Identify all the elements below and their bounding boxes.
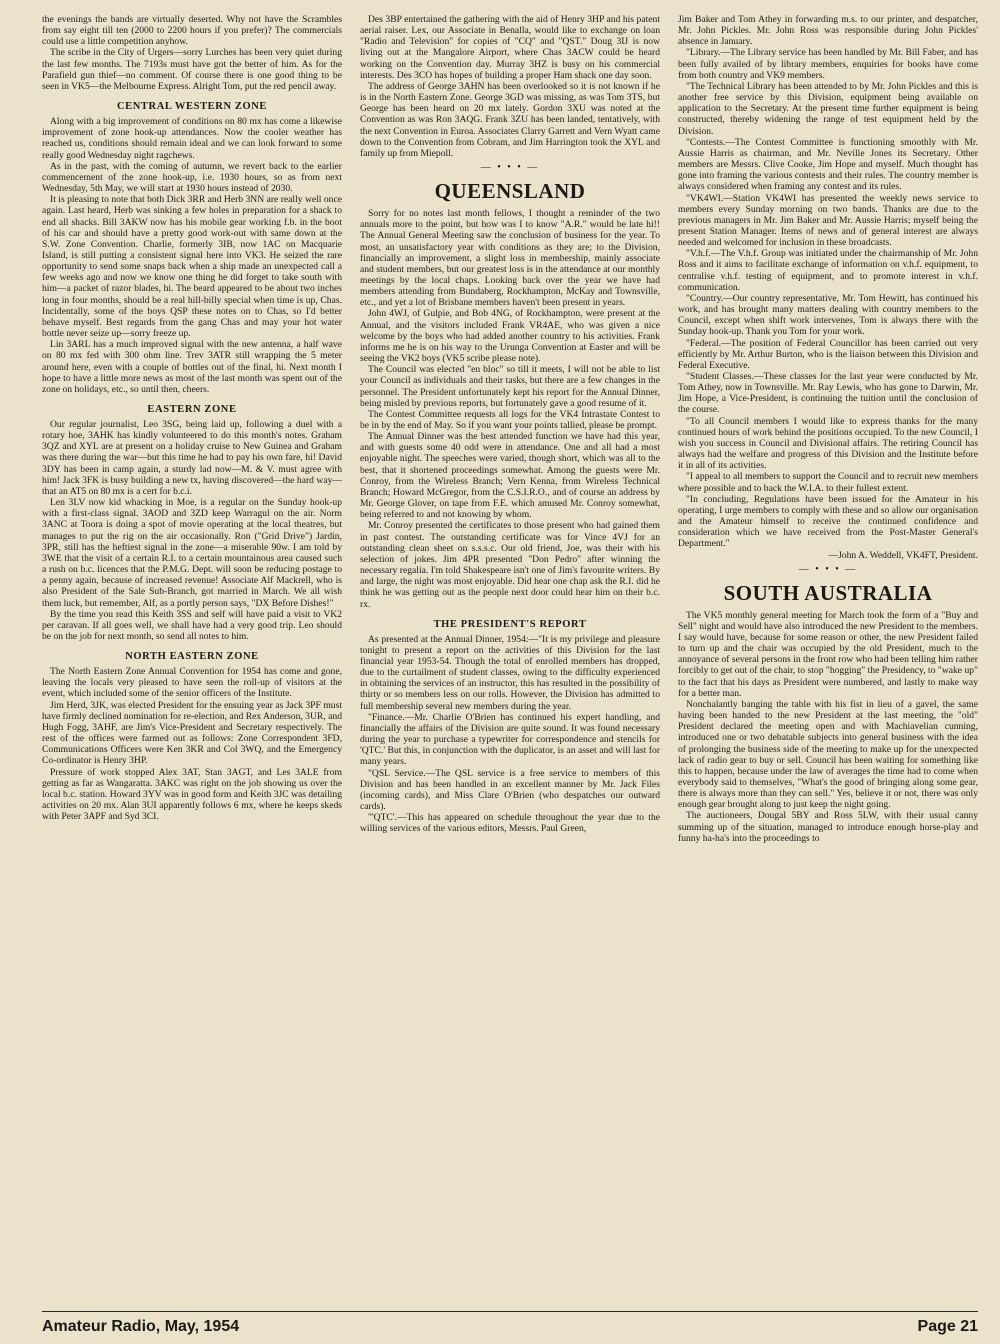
section-heading-central-western-zone: CENTRAL WESTERN ZONE — [116, 101, 268, 113]
paragraph: Des 3BP entertained the gathering with the aid of Henry 3HP and his patent aerial raiser. Lex, our Associate in Benalla, would like to exchange on loan "Radio and Television" for copies of "CQ" and "QST." Doug 3IJ is now living out at the Mangalore Airport, where Chas 3ACW could be heard working on the Convention day. Murray 3HZ is busy on his commercial interests. Des 3CO has hopes of building a proper Ham shack one day soon. — [360, 14, 660, 81]
paragraph: Lin 3ARL has a much improved signal with the new antenna, a half wave on 80 mx fed with 300 ohm line. Trev 3ATR still wrapping the 5 meter around here, even with a couple of bottles out of the final, hi. Next month I hope to have a little more news as most of the last month was spent out of the zone on holidays, etc., so until then, cheers. — [42, 339, 342, 395]
paragraph: "I appeal to all members to support the Council and to recruit new members where possible and to back the W.I.A. to their fullest extent. — [678, 471, 978, 494]
paragraph: "Federal.—The position of Federal Councillor has been carried out very efficiently by Mr. Arthur Burton, who is the liaison between this Division and Federal Executive. — [678, 337, 978, 371]
paragraph: The Annual Dinner was the best attended function we have had this year, and with guests some 40 odd were in attendance. One and all had a most enjoyable night. The speeches were varied, though short, which was all to the best, that it shortened proceedings somewhat. Among the guests were Mr. Conroy, from the Wireless Branch; Vern Kenna, from Wireless Technical Branch; Howard McGregor, from the C.S.I.R.O., and of course an address by Mr. George Glover, on tape from F.E. which amused Mr. Conroy somewhat, being referred to and not knowing by whom. — [360, 431, 660, 521]
paragraph: Pressure of work stopped Alex 3AT, Stan 3AGT, and Les 3ALE from getting as far as Wangaratta. 3AKC was right on the job showing us over the local b.c. station. Howard 3YV was in good form and Keith 3JC was detailing activities on 20 mx. Alan 3UI apparently follows 6 mx, where he keeps skeds with Peter 3APF and Syd 3CI. — [42, 766, 342, 823]
paragraph: "The Technical Library has been attended to by Mr. John Pickles and this is another free service by this Division, equipment being available on application to the Secretary. At the present time further equipment is being constructed, thereby widening the range of test equipment held by the Division. — [678, 80, 978, 137]
paragraph: Jim Baker and Tom Athey in forwarding m.s. to our printer, and despatcher, Mr. John Pickles. Mr. John Ross was responsible during John Pickles' absence in January. — [678, 14, 978, 48]
paragraph: "Contests.—The Contest Committee is functioning smoothly with Mr. Aussie Harris as chairman, and Mr. Neville Jones its Secretary. Other members are Messrs. Clive Cooke, Jim Hope and myself. Much thought has gone into framing the various contests and their rules. The country member is always considered when framing any contest and its rules. — [678, 136, 978, 193]
section-heading-queensland: QUEENSLAND — [434, 179, 586, 204]
paragraph: "Finance.—Mr. Charlie O'Brien has continued his expert handling, and financially the affairs of the Division are quite sound. It was found necessary during the year to purchase a typewriter for correspondence and stencils for 'QTC.' But this, in conjunction with the duplicator, is an asset and will last for many years. — [360, 711, 660, 768]
paragraph: "'QTC'.—This has appeared on schedule throughout the year due to the willing services of the various editors, Messrs. Paul Green, — [360, 812, 660, 835]
paragraph: "VK4WI.—Station VK4WI has presented the weekly news service to members every Sunday morning on two bands. Thanks are due to the previous managers in Mr. Jim Baker and Mr. Aussie Harris; myself being the present Station Manager. Items of news and of general interest are always needed and welcomed for inclusion in these broadcasts. — [678, 192, 978, 249]
paragraph: The address of George 3AHN has been overlooked so it is not known if he is in the North Eastern Zone. George 3GD was missing, as was Tom 3TS, but George has been heard on 20 mx lately. Gordon 3XU was noted at the Convention as was Ron 3AQG. Frank 3ZU has been landed, tentatively, with the next Convention in Euroa. Associates Clarry Garrett and Vern Wyatt came down to the Convention from Cobram, and Jim Harrington took the XYL and family up from Miepoll. — [360, 80, 660, 159]
paragraph: "To all Council members I would like to express thanks for the many continued hours of work behind the positions occupied. To the new Council, I wish you success in Council and Divisional affairs. The retiring Council has always had the welfare and progress of this Division and the Institute before it in all of its activities. — [678, 415, 978, 472]
paragraph: As in the past, with the coming of autumn, we revert back to the earlier commencement of the zone hook-up, i.e. 1930 hours, so as from next Wednesday, 5th May, we will start at 1930 hours instead of 2030. — [42, 160, 342, 195]
paragraph: The North Eastern Zone Annual Convention for 1954 has come and gone, leaving the locals very pleased to have seen the roll-up of visitors at the event, which included some of the senior officers of the Institute. — [42, 666, 342, 700]
paragraph: "Library.—The Library service has been handled by Mr. Bill Faber, and has been fully availed of by library members, enquiries for books have come from both country and VK9 members. — [678, 47, 978, 81]
paragraph: Mr. Conroy presented the certificates to those present who had gained them in past contest. The outstanding certificate was for Vince 4VJ for an outstanding clean sheet on s.s.s.c. Our old friend, Joe, was their with his selection of jokes. Jim 4PR presented "Don Pedro" after winning the necessary regalia. I'm told Shakespeare isn't one of Jim's favourite writers. By and large, the night was most enjoyable. Did hear one chap ask the R.I. did he think he was getting out as the people next door could hear him on their b.c. rx. — [360, 520, 660, 610]
page-footer — [42, 1311, 978, 1336]
column-1 — [42, 14, 342, 1304]
paragraph: The scribe in the City of Urgers—sorry Lurches has been very quiet during the last few months. The 7193s must have got the better of him. As for the Parafield gun thief—no comment. Of course there is one good thing to be seen in VK5—the Melbourne Express. Alright Tom, put the red pencil away. — [42, 47, 342, 92]
section-heading-north-eastern-zone: NORTH EASTERN ZONE — [125, 651, 259, 663]
paragraph: Along with a big improvement of conditions on 80 mx has come a likewise improvement of zone hook-up attendances. Now the cooler weather has reached us, conditions should remain ideal and we can look forward to some really good Wednesday night ragchews. — [42, 116, 342, 161]
paragraph: Sorry for no notes last month fellows, I thought a reminder of the two annuals more to the point, but how was I to know "A.R." would be late hi!! The Annual General Meeting saw the conclusion of business for the year. To most, an unsatisfactory year with conditions as they are; to the Division, financially an improvement, a slight loss in membership, mainly associate and student members, but our greatest loss is in the attendance at our monthly meetings by the local chaps. Looking back over the year we have had members attending from Bundaberg, Rockhampton, McKay and Townsville, etc., and yet a lot of Brisbane members haven't been present in years. — [360, 208, 660, 309]
paragraph: Len 3LV now kid whacking in Moe, is a regular on the Sunday hook-up with a first-class signal. 3AOD and 3ZD keep Warragul on the air. Norm 3ANC at Toora is doing a spot of movie operating at the local theatres, but manages to put the rig on the air occasionally. Ron ("Grid Drive") Jardin, 3PR, still has the heftiest signal in the zone—a miserable 90w. I am told by 3WE that the visit of a certain R.I. to a certain mountainous area caused such a rush on b.c. licences that the P.M.G. Dept. will soon be reducing postage to a penny again, because of increased revenue! Associate Alf Mackrell, who is also President of the Sale Sub-Branch, got married in March. We all wish them luck, but remember, Alf, as a portly person says, "DX Before Dishes!" — [42, 497, 342, 609]
section-heading-eastern-zone: EASTERN ZONE — [147, 404, 237, 415]
footer-publication: Amateur Radio, May, 1954 — [42, 1318, 240, 1335]
paragraph: the evenings the bands are virtually deserted. Why not have the Scrambles from say eight till ten (2000 to 2200 hours if you prefer)? The commercials could use a little competition anyhow. — [42, 14, 342, 48]
paragraph: By the time you read this Keith 3SS and self will have paid a visit to VK2 per caravan. If all goes well, we shall have had a very good trip. Leo should be on the job for next month, so send all notes to him. — [42, 608, 342, 642]
paragraph: "Country.—Our country representative, Mr. Tom Hewitt, has continued his work, and has brought many matters dealing with country members to the Council, except when shift work intervenes, Tom is always there with the Sunday hook-up. Thank you Tom for your work. — [678, 292, 978, 338]
paragraph: Our regular journalist, Leo 3SG, being laid up, following a duel with a rotary hoe, 3AHK has kindly volunteered to do this month's notes. Graham 3QZ and XYL are at present on a holiday cruise to New Guinea and Graham was there during the war—but this time he had to pay his own fare, hi! David 3DY has been in camp again, a sturdy lad now—M. & V. must agree with him! Jack 3FK is busy building a new tx, having discovered—the hard way—that an AT5 on 80 mx is a cert for b.c.i. — [42, 419, 342, 497]
section-heading-south-australia: SOUTH AUSTRALIA — [723, 580, 933, 605]
paragraph: "In concluding, Regulations have been issued for the Amateur in his operating, I urge members to comply with these and so allow our organisation and the Amateur himself to receive the continued confidence and consideration which we have received from the Post-Master General's Department." — [678, 493, 978, 550]
section-heading-presidents-report: THE PRESIDENT'S REPORT — [433, 618, 587, 630]
column-2 — [360, 14, 660, 1304]
paragraph: Nonchalantly banging the table with his fist in lieu of a gavel, the same having been handed to the new President at the last meeting, the "old" President declared the meeting open and with Machiavelian cunning, introduced one or two debatable subjects into general business with the idea of prolonging the business side of the meeting to make up for the unexpected lack of radio gear to buy or sell. Council has been waiting for something like this to happen, because under the law of averages the time had to come when everybody said to themselves, "What's the good of bringing along some gear, there is always more than they can sell." Yes, believe it or not, there was only enough gear brought along to just keep the night going. — [678, 698, 978, 811]
paragraph: "QSL Service.—The QSL service is a free service to members of this Division and has been handled in an excellent manner by Mr. Jack Files (incoming cards), and Miss Clare O'Brien (who despatches our outward cards). — [360, 767, 660, 812]
paragraph: The Council was elected "en bloc" so till it meets, I will not be able to list your Council as individuals and their tasks, but there are a few changes in the personnel. The President unfortunately kept his report for the Annual Dinner, being misled by previous reports, but fortunately gave a good resume of it. — [360, 364, 660, 409]
section-separator: — • • • — — [480, 162, 540, 174]
paragraph: The VK5 monthly general meeting for March took the form of a "Buy and Sell" night and would have also introduced the new President to the members. I say would have, because for some reason or other, the new President failed to turn up and the chair was occupied by the old President, much to the annoyance of several persons in the front row who had been telling him rather forcibly to get out of the chair, to stop "hogging" the Presidency, to "wake up" to the fact that his days as President were numbered, and lastly to make way for a better man. — [678, 609, 978, 699]
footer-page-number: Page 21 — [917, 1318, 978, 1335]
column-3 — [678, 14, 978, 1304]
paragraph: As presented at the Annual Dinner, 1954:—"It is my privilege and pleasure tonight to present a report on the activities of this Division for the last financial year 1953-54. Though the total of enrolled members has dropped, due to the curtailment of student classes, owing to the difficulty experienced in obtaining the services of an instructor, this has resulted in the possibility of thirty or so members less on our rolls. However, the Division has admitted to full membership several new members during the year. — [360, 633, 660, 712]
paragraph: John 4WJ, of Gulpie, and Bob 4NG, of Rockhampton, were present at the Annual, and the visitors included Frank VR4AE, who was given a nice welcome by the boys who had added another country to his activities. Frank informs me he is on his way to the Urunga Convention at Easter and will be seeing the VK2 boys (VK5 scribe please note). — [360, 308, 660, 365]
section-separator: — • • • — — [798, 563, 858, 575]
paragraph: The Contest Committee requests all logs for the VK4 Intrastate Contest to be in by the end of May. So if you want your points tallied, please be prompt. — [360, 408, 660, 431]
signature-line: —John A. Weddell, VK4FT, President. — [828, 549, 978, 561]
text-columns — [42, 14, 978, 1304]
paragraph: "Student Classes.—These classes for the last year were conducted by Mr. Tom Athey, now in Townsville. Mr. Ray Lewis, who has gone to Darwin, Mr. Jim Hope, a Vice-President, is continuing the tuition until the conclusion of the course. — [678, 371, 978, 416]
paragraph: "V.h.f.—The V.h.f. Group was initiated under the chairmanship of Mr. John Ross and it aims to facilitate exchange of information on v.h.f. equipment, to centralise v.h.f. testing of equipment, and to promote interest in v.h.f. communication. — [678, 248, 978, 293]
paragraph: It is pleasing to note that both Dick 3RR and Herb 3NN are really well once again. Last heard, Herb was sinking a few holes in preparation for a shack to end all shacks. Bill 3AKW now has his mobile gear working f.b. in the boot of his car and should have a pretty good work-out with same down at the S.W. Zone Convention. Charlie, formerly 3IB, now 1AC on Macquarie Island, is still putting a consistent signal here into VK3. He seized the rare opportunity to send some snaps back when a ship made an unexpected call a few weeks ago and now we know one thing he did forget to take south with him—a packet of razor blades, hi. The beard appeared to be about two inches long in four months, should be a real hill-billy special when time is up, Chas. Incidentally, some of the boys QSP these notes on to Chas, so I'd better behave myself. Best regards from the gang Chas and may your hot water bottle never seize up—sorry freeze up. — [42, 194, 342, 340]
paragraph: Jim Herd, 3JK, was elected President for the ensuing year as Jack 3PF must have firmly declined nomination for re-election, and Rex Anderson, 3UR, and Hugh Fogg, 3AHF, are Jim's Vice-President and Secretary respectively. The rest of the offices were farmed out as follows: Zone Correspondent 3FD, Communications Officers were Ken 3KR and Col 3WQ, and the Emergency Co-ordinator is Henry 3HP. — [42, 699, 342, 767]
paragraph: The auctioneers, Dougal 5BY and Ross 5LW, with their usual canny summing up of the situation, managed to introduce enough horse-play and funny ha-ha's into the proceedings to — [678, 810, 978, 844]
